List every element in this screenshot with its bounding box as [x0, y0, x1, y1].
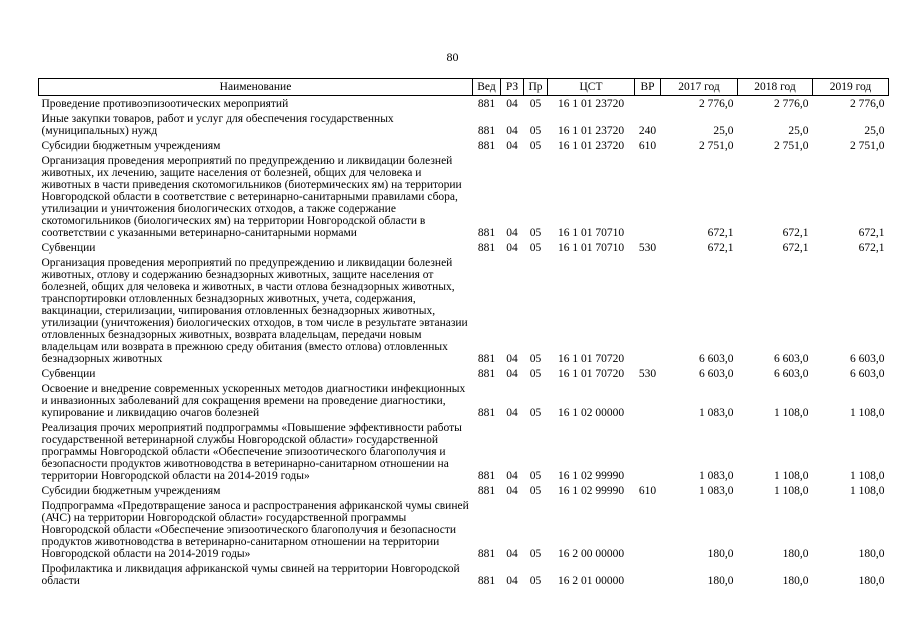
year-2019-cell: 672,1	[858, 227, 885, 239]
year-2017-cell: 25,0	[713, 125, 734, 137]
column-header-ved: Вед	[473, 79, 501, 96]
column-header-pr: Пр	[524, 79, 548, 96]
year-2019-cell: 1 108,0	[850, 407, 885, 419]
year-2018-cell: 6 603,0	[774, 353, 809, 365]
rz-cell: 04	[506, 242, 518, 254]
vr-cell: 240	[638, 125, 657, 137]
table-row	[39, 111, 889, 138]
column-header-rz: РЗ	[501, 79, 524, 96]
ved-cell: 881	[477, 227, 496, 239]
pr-cell: 05	[529, 140, 542, 152]
vr-cell: 610	[638, 485, 657, 497]
year-2018-cell: 672,1	[782, 227, 809, 239]
column-header-2018: 2018 год	[738, 79, 813, 96]
year-2019-cell: 180,0	[858, 548, 885, 560]
table-row	[39, 153, 889, 240]
year-2019-cell: 2 776,0	[850, 98, 885, 110]
year-2018-cell: 1 108,0	[774, 407, 809, 419]
year-2019-cell: 2 751,0	[850, 140, 885, 152]
pr-cell: 05	[529, 125, 542, 137]
table-row	[39, 366, 889, 381]
vr-cell: 530	[638, 368, 657, 380]
cst-cell: 16 1 02 99990	[557, 470, 625, 482]
table-row	[39, 420, 889, 483]
name-cell: Проведение противоэпизоотических мероприятий	[41, 98, 289, 110]
table-row	[39, 255, 889, 366]
year-2018-cell: 2 776,0	[774, 98, 809, 110]
year-2017-cell: 672,1	[707, 242, 734, 254]
name-cell: Иные закупки товаров, работ и услуг для обеспечения государственных (муниципальных) нужд	[41, 113, 394, 137]
year-2018-cell: 180,0	[782, 548, 809, 560]
rz-cell: 04	[506, 485, 518, 497]
name-cell: Организация проведения мероприятий по предупреждению и ликвидации болезней животных, их лечению, защите населения от болезней, общих для человека и животных в части приведения скотомогильников (биотермических ям) на территории Новгородской области в соответствие с ветеринарно-санитарными правилами сбора, утилизации и уничтожения биологических отходов, а также содержание скотомогильников (биологических ям) на территории Новгородской области в соответствии с указанными ветеринарно-санитарными нормами	[41, 155, 462, 239]
year-2018-cell: 1 108,0	[774, 470, 809, 482]
year-2018-cell: 1 108,0	[774, 485, 809, 497]
rz-cell: 04	[506, 227, 518, 239]
page-number: 80	[446, 50, 459, 64]
cst-cell: 16 1 01 23720	[557, 140, 625, 152]
year-2017-cell: 2 776,0	[699, 98, 734, 110]
year-2017-cell: 672,1	[707, 227, 734, 239]
name-cell: Субвенции	[41, 368, 96, 380]
cst-cell: 16 1 01 23720	[557, 125, 625, 137]
rz-cell: 04	[506, 353, 518, 365]
pr-cell: 05	[529, 353, 542, 365]
year-2019-cell: 6 603,0	[850, 353, 885, 365]
ved-cell: 881	[477, 140, 496, 152]
name-cell: Подпрограмма «Предотвращение заноса и распространения африканской чумы свиней (АЧС) на территории Новгородской области» государственной программы Новгородской области «Обеспечение эпизоотического благополучия и безопасности продуктов животноводства в ветеринарно-санитарном отношении на территории Новгородской области на 2014-2019 годы»	[41, 500, 469, 560]
cst-cell: 16 1 01 70710	[557, 242, 625, 254]
ved-cell: 881	[477, 98, 496, 110]
year-2017-cell: 1 083,0	[699, 470, 734, 482]
vr-cell	[635, 381, 661, 420]
column-header-2019: 2019 год	[813, 79, 889, 96]
rz-cell: 04	[506, 470, 518, 482]
pr-cell: 05	[529, 407, 542, 419]
table-row	[39, 561, 889, 588]
rz-cell: 04	[506, 368, 518, 380]
pr-cell: 05	[529, 227, 542, 239]
pr-cell: 05	[529, 470, 542, 482]
table-row	[39, 240, 889, 255]
year-2017-cell: 180,0	[707, 548, 734, 560]
vr-cell: 530	[638, 242, 657, 254]
pr-cell: 05	[529, 575, 542, 587]
year-2018-cell: 672,1	[782, 242, 809, 254]
rz-cell: 04	[506, 548, 518, 560]
year-2017-cell: 1 083,0	[699, 485, 734, 497]
column-header-2017: 2017 год	[661, 79, 738, 96]
cst-cell: 16 2 00 00000	[557, 548, 625, 560]
cst-cell: 16 1 01 70720	[557, 368, 625, 380]
year-2017-cell: 1 083,0	[699, 407, 734, 419]
year-2017-cell: 2 751,0	[699, 140, 734, 152]
year-2019-cell: 180,0	[858, 575, 885, 587]
year-2019-cell: 1 108,0	[850, 470, 885, 482]
ved-cell: 881	[477, 368, 496, 380]
cst-cell: 16 1 02 99990	[557, 485, 625, 497]
rz-cell: 04	[506, 98, 518, 110]
pr-cell: 05	[529, 368, 542, 380]
pr-cell: 05	[529, 242, 542, 254]
header-row	[39, 79, 889, 96]
vr-cell	[635, 420, 661, 483]
pr-cell: 05	[529, 548, 542, 560]
budget-table-body	[39, 96, 889, 589]
ved-cell: 881	[477, 353, 496, 365]
year-2018-cell: 25,0	[788, 125, 809, 137]
vr-cell	[635, 153, 661, 240]
rz-cell: 04	[506, 575, 518, 587]
year-2019-cell: 1 108,0	[850, 485, 885, 497]
budget-table-header	[39, 79, 889, 96]
table-row	[39, 498, 889, 561]
vr-cell	[635, 498, 661, 561]
ved-cell: 881	[477, 470, 496, 482]
vr-cell	[635, 561, 661, 588]
table-row	[39, 483, 889, 498]
vr-cell: 610	[638, 140, 657, 152]
year-2017-cell: 180,0	[707, 575, 734, 587]
name-cell: Субсидии бюджетным учреждениям	[41, 140, 221, 152]
column-header-vr: ВР	[635, 79, 661, 96]
table-row	[39, 138, 889, 153]
year-2019-cell: 6 603,0	[850, 368, 885, 380]
year-2019-cell: 672,1	[858, 242, 885, 254]
ved-cell: 881	[477, 575, 496, 587]
year-2019-cell: 25,0	[864, 125, 885, 137]
column-header-cst: ЦСТ	[548, 79, 635, 96]
year-2017-cell: 6 603,0	[699, 368, 734, 380]
ved-cell: 881	[477, 548, 496, 560]
column-header-name: Наименование	[39, 79, 473, 96]
year-2017-cell: 6 603,0	[699, 353, 734, 365]
table-row	[39, 96, 889, 112]
ved-cell: 881	[477, 485, 496, 497]
name-cell: Освоение и внедрение современных ускоренных методов диагностики инфекционных и инвазионных заболеваний для сокращения времени на проведение диагностики, купирование и ликвидацию очагов болезней	[41, 383, 466, 419]
rz-cell: 04	[506, 125, 518, 137]
rz-cell: 04	[506, 407, 518, 419]
year-2018-cell: 6 603,0	[774, 368, 809, 380]
name-cell: Организация проведения мероприятий по предупреждению и ликвидации болезней животных, отлову и содержанию безнадзорных животных, защите населения от болезней, общих для человека и животных, в части отлова безнадзорных животных, транспортировки отловленных безнадзорных животных, учета, содержания, вакцинации, стерилизации, чипирования отловленных безнадзорных животных, утилизации (уничтожения) биологических отходов, в том числе в результате эвтаназии отловленных безнадзорных животных, возврата владельцам, передачи новым владельцам или возврата в прежнюю среду обитания (вместо отлова) отловленных безнадзорных животных	[41, 257, 468, 365]
rz-cell: 04	[506, 140, 518, 152]
cst-cell: 16 1 01 70720	[557, 353, 625, 365]
ved-cell: 881	[477, 242, 496, 254]
cst-cell: 16 1 02 00000	[557, 407, 625, 419]
vr-cell	[635, 255, 661, 366]
year-2018-cell: 2 751,0	[774, 140, 809, 152]
name-cell: Реализация прочих мероприятий подпрограммы «Повышение эффективности работы государственной ветеринарной службы Новгородской области» государственной программы Новгородской области «Обеспечение эпизоотического благополучия и безопасности продуктов животноводства в ветеринарно-санитарном отношении на территории Новгородской области на 2014-2019 годы»	[41, 422, 462, 482]
budget-table	[38, 78, 889, 588]
ved-cell: 881	[477, 407, 496, 419]
cst-cell: 16 1 01 70710	[557, 227, 625, 239]
name-cell: Субвенции	[41, 242, 96, 254]
ved-cell: 881	[477, 125, 496, 137]
pr-cell: 05	[529, 485, 542, 497]
pr-cell: 05	[529, 98, 542, 110]
cst-cell: 16 1 01 23720	[557, 98, 625, 110]
cst-cell: 16 2 01 00000	[557, 575, 625, 587]
vr-cell	[635, 96, 661, 112]
name-cell: Профилактика и ликвидация африканской чумы свиней на территории Новгородской области	[41, 563, 460, 587]
name-cell: Субсидии бюджетным учреждениям	[41, 485, 221, 497]
year-2018-cell: 180,0	[782, 575, 809, 587]
table-row	[39, 381, 889, 420]
